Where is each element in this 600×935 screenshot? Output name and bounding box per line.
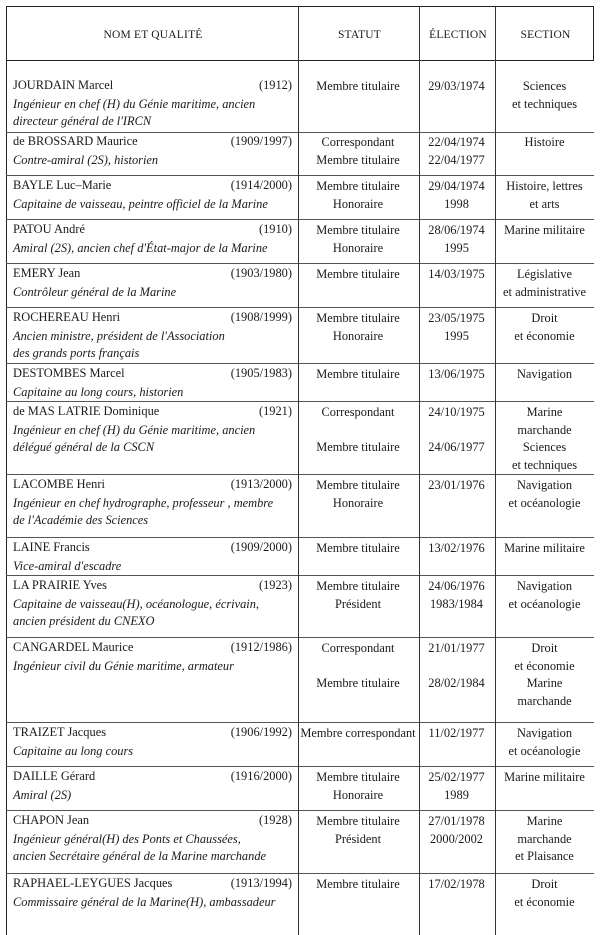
section-cell [495,578,594,613]
election-cell [419,725,494,743]
statut-cell [298,769,418,804]
statut-line [298,422,418,440]
section-line: Marine [526,405,563,419]
election-line: 1989 [444,787,469,802]
table-row [6,366,594,402]
election-line [419,422,494,440]
election-cell [419,477,494,495]
description-line: Ingénieur en chef (H) du Génie maritime, ancien [13,422,256,437]
section-line: et techniques [511,96,578,111]
section-cell [495,266,594,301]
section-cell [495,310,594,345]
member-name: LAINE Francis [13,540,90,554]
section-line: Droit [531,877,558,891]
member-years: (1905/1983) [230,366,292,380]
section-line: et économie [514,328,575,343]
section-cell [495,404,594,474]
row-divider [6,722,594,723]
member-description [13,422,298,457]
description-line: ancien président du CNEXO [13,614,155,628]
member-name: TRAIZET Jacques [13,725,107,739]
member-description [13,284,298,302]
member-years: (1906/1992) [230,725,292,739]
election-line: 1998 [444,196,469,211]
table-row [6,813,594,874]
member-description [13,152,298,170]
statut-line: Membre titulaire [316,478,400,492]
member-description [13,743,298,761]
member-name: EMERY Jean [13,266,81,280]
section-line: Marine militaire [504,541,585,555]
election-line: 17/02/1978 [428,877,485,891]
statut-line: Membre titulaire [316,311,400,325]
table-row [6,769,594,811]
member-years: (1913/2000) [230,477,292,491]
section-cell [495,366,594,384]
statut-line: Membre titulaire [316,770,400,784]
row-divider [6,537,594,538]
member-description [13,596,298,631]
section-line: et océanologie [508,596,581,611]
section-cell [495,640,594,710]
member-description [13,240,298,258]
description-line: Amiral (2S), ancien chef d'État-major de la Marine [13,240,268,255]
election-line [419,658,494,676]
statut-cell [298,876,418,894]
statut-line: Membre titulaire [316,267,400,281]
statut-line [298,658,418,676]
member-years: (1928) [258,813,292,827]
member-description [13,558,298,576]
election-line: 2000/2002 [429,831,483,846]
section-line: et océanologie [508,743,581,758]
section-line: marchande [517,422,572,437]
statut-cell [298,366,418,384]
election-line: 28/02/1984 [428,676,485,690]
member-name: CANGARDEL Maurice [13,640,134,654]
section-cell [495,178,594,213]
statut-line: Honoraire [332,787,384,802]
section-line: Droit [531,641,558,655]
member-description [13,96,298,131]
election-cell [419,266,494,284]
table-row [6,310,594,364]
member-name: DESTOMBES Marcel [13,366,125,380]
section-cell [495,813,594,866]
section-line: Navigation [516,478,573,492]
statut-line: Honoraire [332,495,384,510]
section-line: Marine [526,676,563,690]
description-line: Contre-amiral (2S), historien [13,152,159,167]
description-line: Capitaine de vaisseau(H), océanologue, écrivain, [13,596,260,611]
section-line: Histoire [524,135,565,149]
statut-cell [298,640,418,693]
member-name: RAPHAEL-LEYGUES Jacques [13,876,173,890]
election-line: 22/04/1977 [428,152,485,167]
statut-line: Membre titulaire [316,152,400,167]
section-cell [495,134,594,152]
member-description [13,328,298,363]
description-line: Ingénieur général(H) des Ponts et Chaussées, [13,831,241,846]
member-name: CHAPON Jean [13,813,90,827]
description-line: Ingénieur en chef hydrographe, professeur , membre [13,495,274,510]
election-line: 24/10/1975 [428,405,485,419]
description-line: Ingénieur civil du Génie maritime, armateur [13,658,234,673]
statut-line: Membre titulaire [316,79,400,93]
election-line: 29/03/1974 [428,79,485,93]
election-line: 1995 [444,328,469,343]
member-years: (1903/1980) [230,266,292,280]
member-name: LA PRAIRIE Yves [13,578,107,592]
election-line: 29/04/1974 [428,179,485,193]
statut-line: Membre titulaire [316,676,400,690]
row-divider [6,873,594,874]
table-header [6,6,594,61]
header-section: SECTION [520,28,571,41]
row-divider [6,263,594,264]
row-divider [6,363,594,364]
statut-cell [298,578,418,613]
table-row [6,640,594,723]
election-cell [419,404,494,457]
member-name: de MAS LATRIE Dominique [13,404,160,418]
election-cell [419,366,494,384]
section-line: Navigation [516,726,573,740]
election-cell [419,769,494,804]
description-line: Ancien ministre, président de l'Association [13,328,225,343]
section-line: et économie [514,658,575,673]
election-line: 24/06/1976 [428,579,485,593]
description-line: Commissaire général de la Marine(H), ambassadeur [13,894,276,909]
election-line: 23/05/1975 [428,311,485,325]
description-line: directeur général de l'IRCN [13,114,152,128]
member-description [13,787,298,805]
description-line: ancien Secrétaire général de la Marine marchande [13,849,267,863]
member-years: (1921) [258,404,292,418]
statut-line: Membre titulaire [316,367,400,381]
statut-cell [298,813,418,848]
election-line: 14/03/1975 [428,267,485,281]
statut-cell [298,178,418,213]
statut-cell [298,477,418,512]
description-line: Capitaine au long cours [13,743,134,758]
statut-line: Membre titulaire [316,440,400,454]
statut-line: Honoraire [332,240,384,255]
member-years: (1912) [258,78,292,92]
member-years: (1914/2000) [230,178,292,192]
statut-line: Membre titulaire [316,579,400,593]
description-line: Capitaine de vaisseau, peintre officiel de la Marine [13,196,268,211]
section-line: marchande [517,831,572,846]
row-divider [6,766,594,767]
description-line: délégué général de la CSCN [13,440,155,454]
statut-cell [298,310,418,345]
row-divider [6,401,594,402]
section-line: Sciences [522,79,567,93]
member-name: ROCHEREAU Henri [13,310,121,324]
member-name: LACOMBE Henri [13,477,105,491]
member-name: PATOU André [13,222,85,236]
section-line: Histoire, lettres [506,179,583,193]
column-divider [495,6,496,935]
election-cell [419,178,494,213]
members-table [6,6,594,935]
row-divider [6,474,594,475]
election-cell [419,134,494,169]
member-description [13,384,298,402]
election-line: 13/06/1975 [428,367,485,381]
member-name: DAILLE Gérard [13,769,96,783]
election-line: 1995 [444,240,469,255]
election-line: 23/01/1976 [428,478,485,492]
section-line: Marine militaire [504,223,585,237]
section-cell [495,222,594,240]
member-name: de BROSSARD Maurice [13,134,138,148]
election-line: 1983/1984 [429,596,483,611]
statut-cell [298,78,418,96]
description-line: de l'Académie des Sciences [13,513,149,527]
table-row [6,222,594,264]
section-line: Droit [531,311,558,325]
row-divider [6,307,594,308]
header-statut: STATUT [337,28,382,41]
statut-cell [298,404,418,457]
election-line: 27/01/1978 [428,814,485,828]
table-row [6,404,594,475]
table-row [6,134,594,176]
row-divider [6,175,594,176]
election-cell [419,78,494,96]
row-divider [6,575,594,576]
election-line: 13/02/1976 [428,541,485,555]
statut-line: Membre titulaire [316,877,400,891]
member-description [13,894,298,912]
election-line: 24/06/1977 [428,440,485,454]
header-election: ÉLECTION [429,28,487,41]
statut-line: Membre titulaire [316,541,400,555]
statut-line: Membre titulaire [316,179,400,193]
section-line: et arts [529,196,560,211]
table-row [6,266,594,308]
section-cell [495,477,594,512]
description-line: Ingénieur en chef (H) du Génie maritime, ancien [13,96,256,111]
description-line: Capitaine au long cours, historien [13,384,184,399]
statut-line: Membre titulaire [316,223,400,237]
row-divider [6,637,594,638]
election-line: 25/02/1977 [428,770,485,784]
election-line: 21/01/1977 [428,641,485,655]
section-cell [495,540,594,558]
member-years: (1916/2000) [230,769,292,783]
section-line: et économie [514,894,575,909]
statut-cell [298,540,418,558]
section-cell [495,769,594,787]
table-row [6,725,594,767]
column-divider [419,6,420,935]
statut-line: Correspondant [321,135,395,149]
member-years: (1913/1994) [230,876,292,890]
member-years: (1908/1999) [230,310,292,324]
statut-cell [298,222,418,257]
table-row [6,876,594,935]
statut-cell [298,725,418,743]
member-description [13,495,298,530]
election-line: 28/06/1974 [428,223,485,237]
row-divider [6,132,594,133]
section-line: Marine [526,814,563,828]
section-line: marchande [517,693,572,708]
member-years: (1910) [258,222,292,236]
section-line: et techniques [511,457,578,472]
section-line: Navigation [516,579,573,593]
row-divider [6,810,594,811]
statut-line: Honoraire [332,196,384,211]
section-line: et Plaisance [515,849,574,863]
member-years: (1912/1986) [230,640,292,654]
election-cell [419,540,494,558]
statut-line: Correspondant [321,641,395,655]
election-line: 11/02/1977 [428,726,485,740]
section-line: et océanologie [508,495,581,510]
section-cell [495,725,594,760]
table-row [6,78,594,133]
description-line: des grands ports français [13,346,140,360]
section-line: Sciences [522,440,567,454]
statut-line: Membre titulaire [316,814,400,828]
statut-line: Membre correspondant [300,726,416,740]
member-years: (1909/2000) [230,540,292,554]
statut-line: Président [334,831,382,846]
section-line: Législative [516,267,573,281]
section-line: Marine militaire [504,770,585,784]
section-line: Navigation [516,367,573,381]
section-cell [495,876,594,911]
election-cell [419,640,494,693]
member-name: JOURDAIN Marcel [13,78,114,92]
member-description [13,831,298,866]
header-nom: NOM ET QUALITÉ [103,28,203,41]
election-line: 22/04/1974 [428,135,485,149]
description-line: Contrôleur général de la Marine [13,284,177,299]
election-cell [419,876,494,894]
member-description [13,658,298,676]
election-cell [419,310,494,345]
section-cell [495,78,594,113]
column-divider [298,6,299,935]
member-name: BAYLE Luc–Marie [13,178,112,192]
statut-line: Président [334,596,382,611]
election-cell [419,222,494,257]
row-divider [6,219,594,220]
election-cell [419,813,494,848]
member-years: (1923) [258,578,292,592]
table-row [6,540,594,576]
section-line: et administrative [503,284,586,299]
statut-line: Honoraire [332,328,384,343]
member-years: (1909/1997) [230,134,292,148]
table-row [6,178,594,220]
statut-cell [298,266,418,284]
statut-line: Correspondant [321,405,395,419]
election-cell [419,578,494,613]
statut-cell [298,134,418,169]
table-row [6,477,594,538]
member-description [13,196,298,214]
table-row [6,578,594,638]
description-line: Amiral (2S) [13,787,72,802]
description-line: Vice-amiral d'escadre [13,558,122,573]
